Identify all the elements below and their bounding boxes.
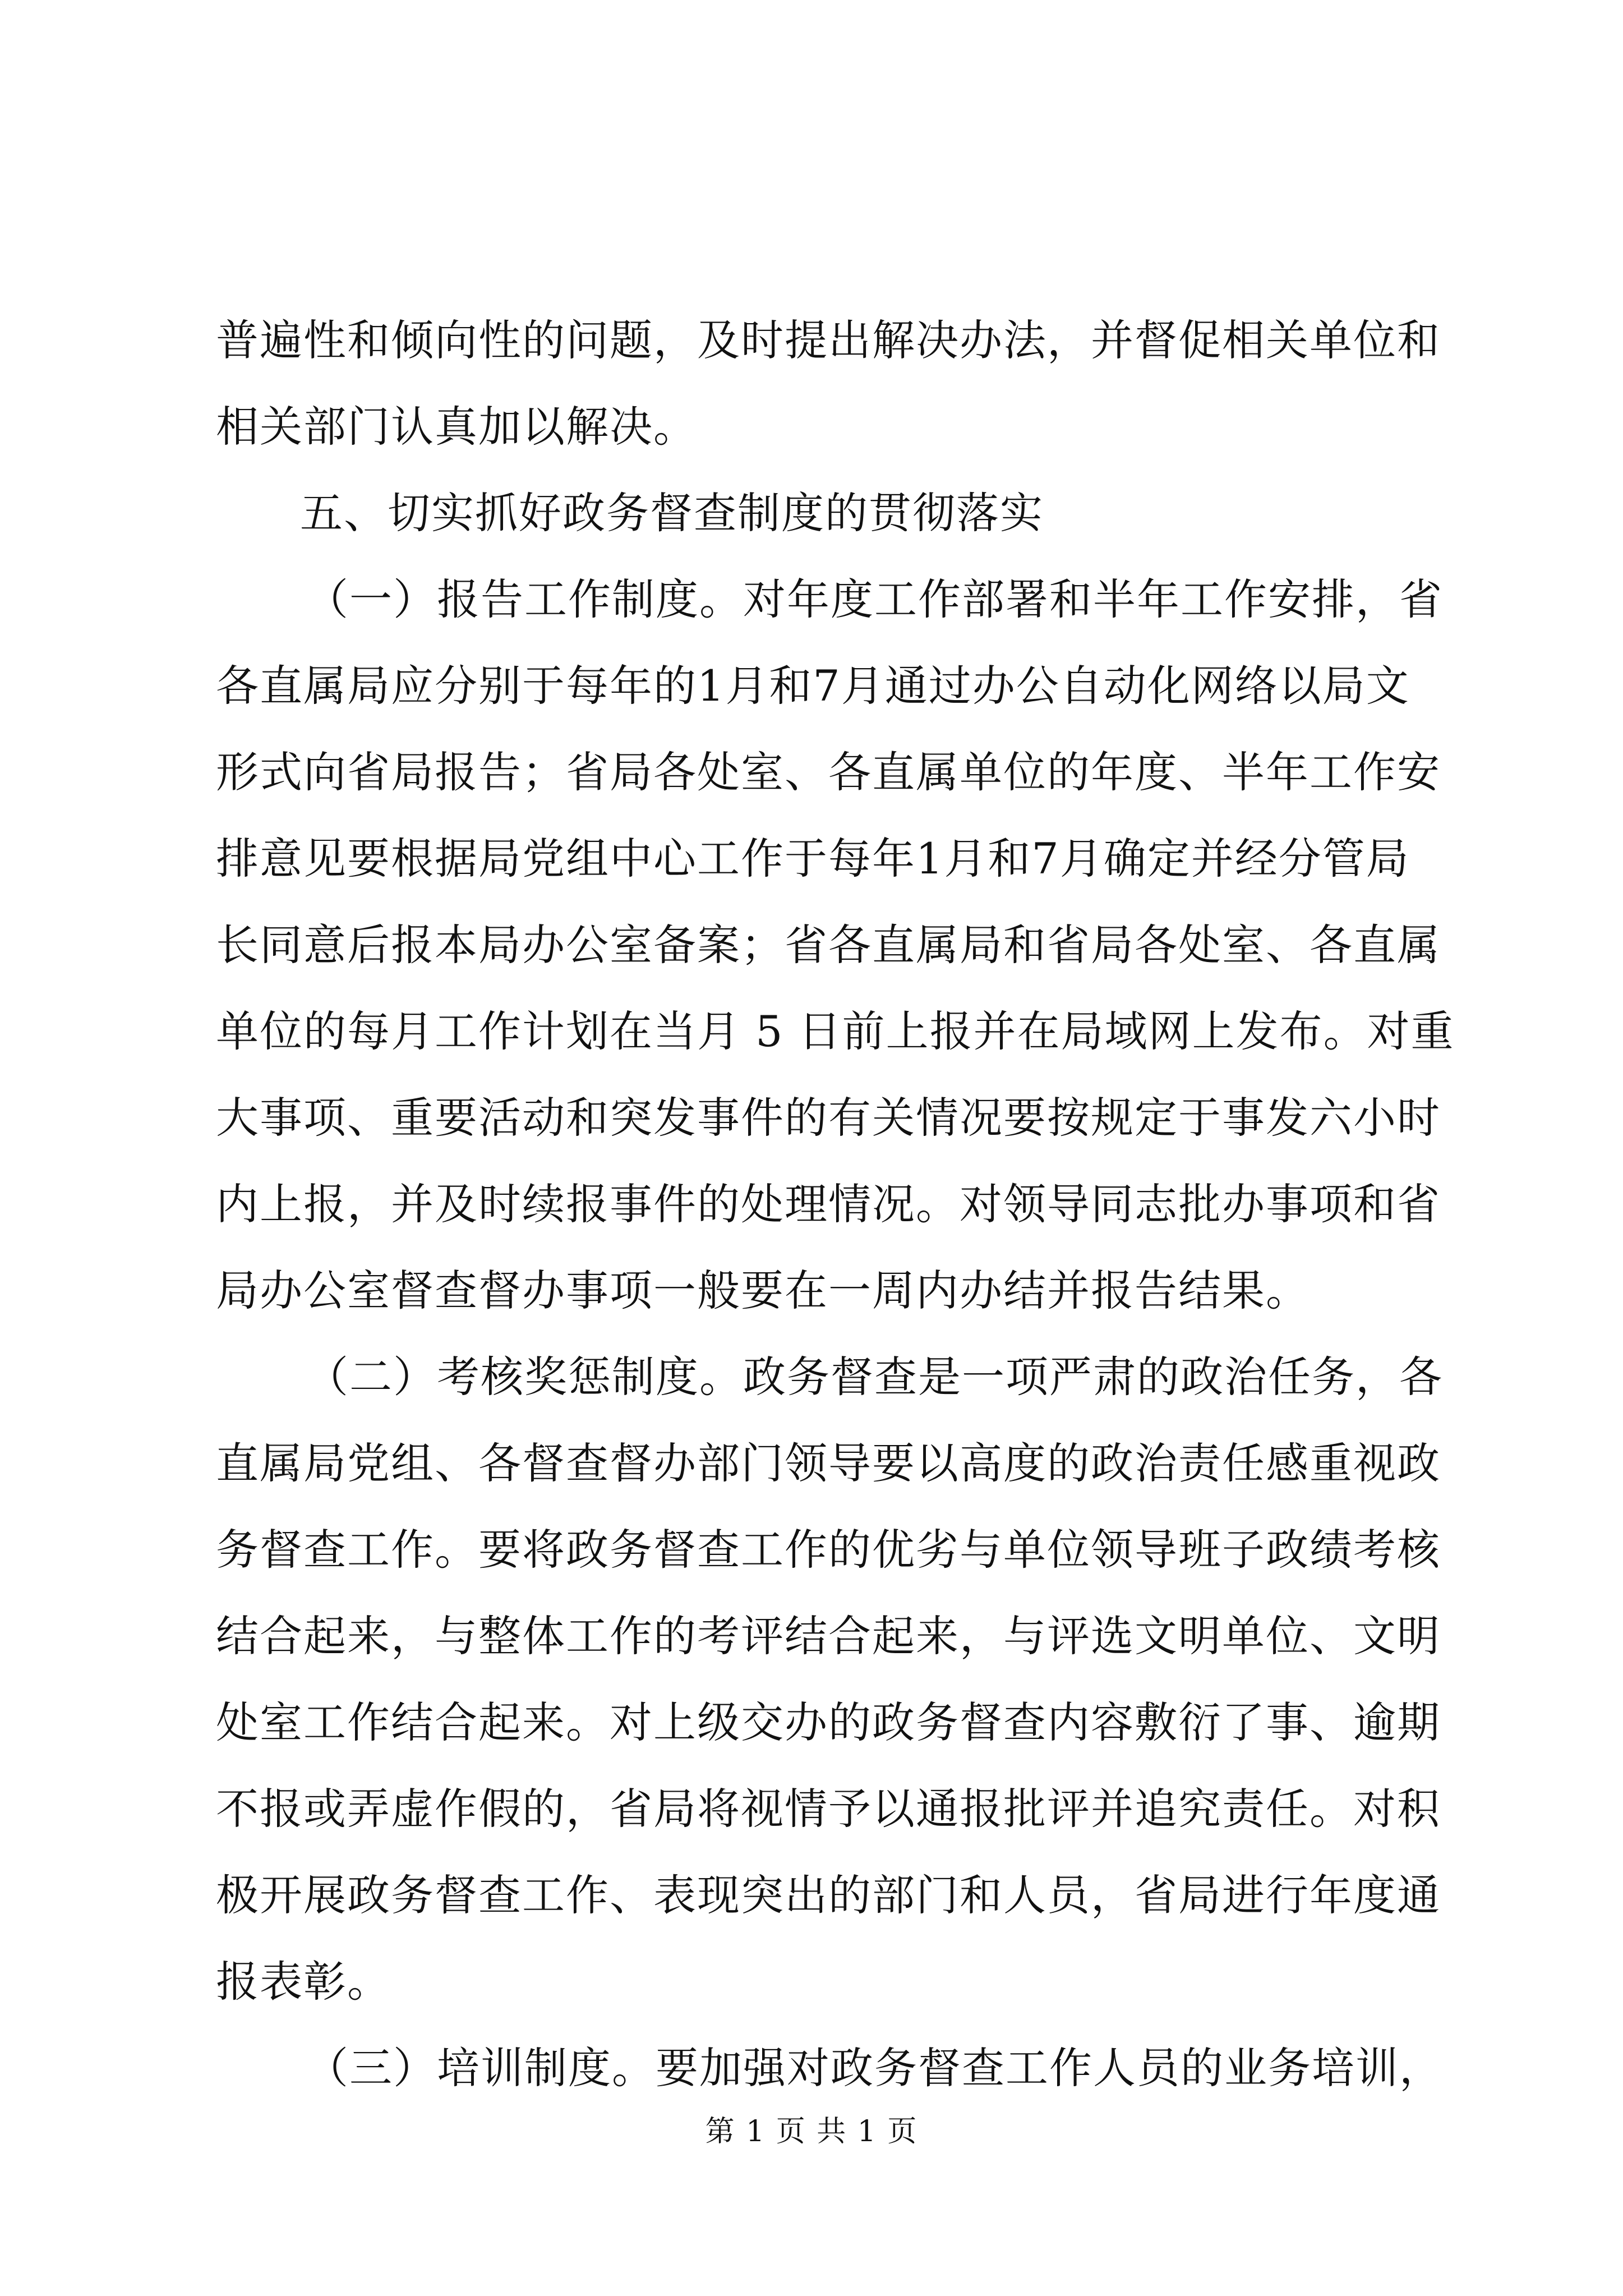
text-line: 大事项、重要活动和突发事件的有关情况要按规定于事发六小时 (216, 1093, 1441, 1143)
text-line: 内上报，并及时续报事件的处理情况。对领导同志批办事项和省 (216, 1179, 1441, 1229)
text-line: 结合起来，与整体工作的考评结合起来，与评选文明单位、文明 (216, 1611, 1441, 1661)
section-heading: 五、切实抓好政务督查制度的贯彻落实 (300, 488, 1044, 538)
text-line: 普遍性和倾向性的问题，及时提出解决办法，并督促相关单位和 (216, 315, 1441, 365)
text-line: 处室工作结合起来。对上级交办的政务督查内容敷衍了事、逾期 (216, 1697, 1441, 1747)
text-line: （一）报告工作制度。对年度工作部署和半年工作安排，省 (306, 574, 1443, 624)
text-line: 排意见要根据局党组中心工作于每年1月和7月确定并经分管局 (216, 834, 1410, 884)
page-footer: 第 1 页 共 1 页 (705, 2115, 918, 2148)
document-body (216, 297, 1455, 2111)
text-line: 报表彰。 (216, 1957, 391, 2007)
text-line: 相关部门认真加以解决。 (216, 402, 697, 452)
text-line: 形式向省局报告；省局各处室、各直属单位的年度、半年工作安 (216, 747, 1441, 797)
text-line: 务督查工作。要将政务督查工作的优劣与单位领导班子政绩考核 (216, 1525, 1441, 1575)
text-line: 各直属局应分别于每年的1月和7月通过办公自动化网络以局文 (216, 661, 1410, 711)
text-line: 不报或弄虚作假的，省局将视情予以通报批评并追究责任。对积 (216, 1784, 1441, 1834)
text-line: （三）培训制度。要加强对政务督查工作人员的业务培训， (306, 2043, 1443, 2093)
text-line: 极开展政务督查工作、表现突出的部门和人员，省局进行年度通 (216, 1870, 1441, 1920)
text-line: 局办公室督查督办事项一般要在一周内办结并报告结果。 (216, 1266, 1310, 1315)
text-line: 直属局党组、各督查督办部门领导要以高度的政治责任感重视政 (216, 1438, 1441, 1488)
text-line: 单位的每月工作计划在当月 5 日前上报并在局域网上发布。对重 (216, 1006, 1455, 1056)
text-line: 长同意后报本局办公室备案；省各直属局和省局各处室、各直属 (216, 920, 1441, 970)
text-line: （二）考核奖惩制度。政务督查是一项严肃的政治任务，各 (306, 1352, 1443, 1402)
